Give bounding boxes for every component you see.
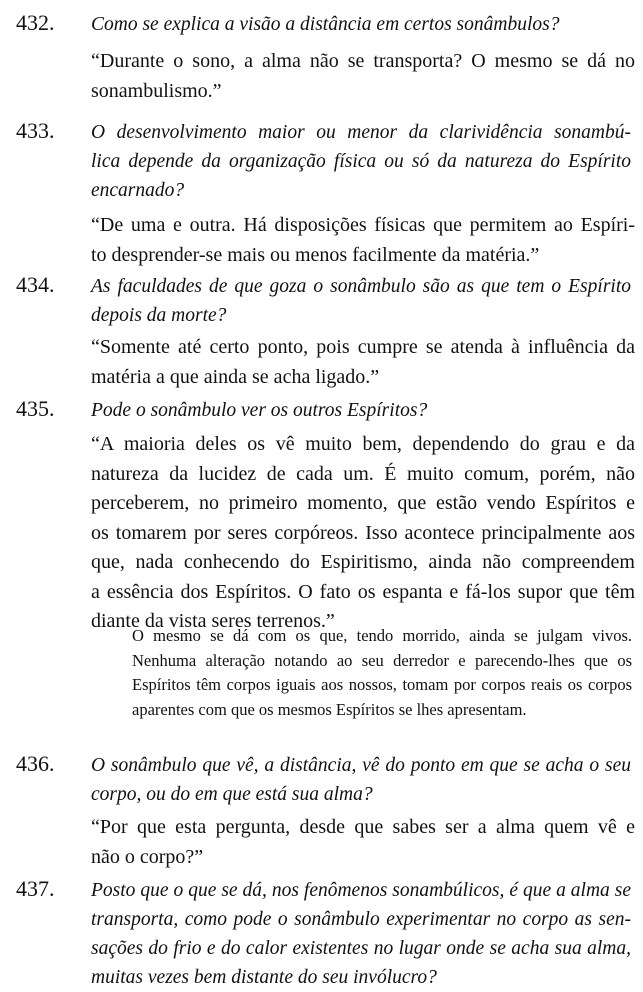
answer-line: “Durante o sono, a alma não se transporta? O mesmo se dá no — [91, 50, 635, 72]
question-number: 434. — [16, 272, 55, 297]
question-line: sações do frio e do calor existentes no lugar onde se acha sua alma, — [91, 938, 631, 959]
question-line: transporta, como pode o sonâmbulo experimentar no corpo as sen- — [91, 909, 631, 930]
answer-line: natureza da lucidez de cada um. É muito comum, porém, não — [91, 462, 635, 485]
answer-text — [91, 813, 635, 872]
question-line: depois da morte? — [91, 305, 227, 326]
answer-line: os tomarem por seres corpóreos. Isso acontece principalmente aos — [91, 521, 635, 544]
answer-line: “Somente até certo ponto, pois cumpre se atenda à influência da — [91, 336, 635, 358]
question-text — [91, 10, 631, 39]
answer-line: to desprender-se mais ou menos facilmente da matéria.” — [91, 243, 540, 266]
question-line: As faculdades de que goza o sonâmbulo são as que tem o Espírito — [91, 276, 631, 297]
answer-line: matéria a que ainda se acha ligado.” — [91, 365, 380, 388]
commentary-note — [132, 624, 632, 722]
question-number: 435. — [16, 396, 55, 421]
question-line: encarnado? — [91, 180, 185, 201]
question-number: 436. — [16, 751, 55, 776]
note-line: aparentes com que os mesmos Espíritos se lhes apresentam. — [132, 699, 527, 719]
question-line: Como se explica a visão a distância em certos sonâmbulos? — [91, 14, 560, 35]
answer-line: “De uma e outra. Há disposições físicas que permitem ao Espíri- — [91, 214, 635, 236]
question-text — [91, 396, 631, 425]
answer-text — [91, 333, 635, 392]
question-text — [91, 876, 631, 992]
question-number: 437. — [16, 876, 55, 901]
question-number: 432. — [16, 10, 55, 35]
note-line: Espíritos têm corpos iguais aos nossos, tomam por corpos reais os corpos — [132, 675, 632, 694]
answer-line: sonambulismo.” — [91, 79, 222, 102]
question-line: O sonâmbulo que vê, a distância, vê do ponto em que se acha o seu — [91, 755, 631, 776]
question-text — [91, 118, 631, 205]
answer-text — [91, 430, 635, 637]
answer-line: diante da vista seres terrenos.” — [91, 610, 335, 632]
question-line: Pode o sonâmbulo ver os outros Espíritos? — [91, 400, 428, 421]
question-text — [91, 272, 631, 330]
answer-line: “Por que esta pergunta, desde que sabes ser a alma quem vê e — [91, 816, 635, 838]
answer-line: perceberem, no primeiro momento, que estão vendo Espíritos e — [91, 492, 635, 514]
answer-line: “A maioria deles os vê muito bem, dependendo do grau e da — [91, 433, 635, 455]
answer-line: a essência dos Espíritos. O fato os espanta e fá-los supor que têm — [91, 580, 635, 603]
question-line: O desenvolvimento maior ou menor da clarividência sonambú- — [91, 122, 631, 143]
note-line: O mesmo se dá com os que, tendo morrido, ainda se julgam vivos. — [132, 626, 632, 645]
answer-line: não o corpo?” — [91, 845, 204, 868]
answer-text — [91, 211, 635, 270]
question-line: lica depende da organização física ou só da natureza do Espírito — [91, 151, 631, 172]
question-text — [91, 751, 631, 809]
question-line: Posto que o que se dá, nos fenômenos sonambúlicos, é que a alma se — [91, 880, 631, 901]
question-line: corpo, ou do em que está sua alma? — [91, 784, 373, 805]
answer-text — [91, 47, 635, 106]
answer-line: que, nada conhecendo do Espiritismo, ainda não compreendem — [91, 551, 635, 573]
note-line: Nenhuma alteração notando ao seu derredor e parecendo-lhes que os — [132, 650, 632, 670]
question-number: 433. — [16, 118, 55, 143]
question-line: muitas vezes bem distante do seu invólucro? — [91, 967, 437, 988]
